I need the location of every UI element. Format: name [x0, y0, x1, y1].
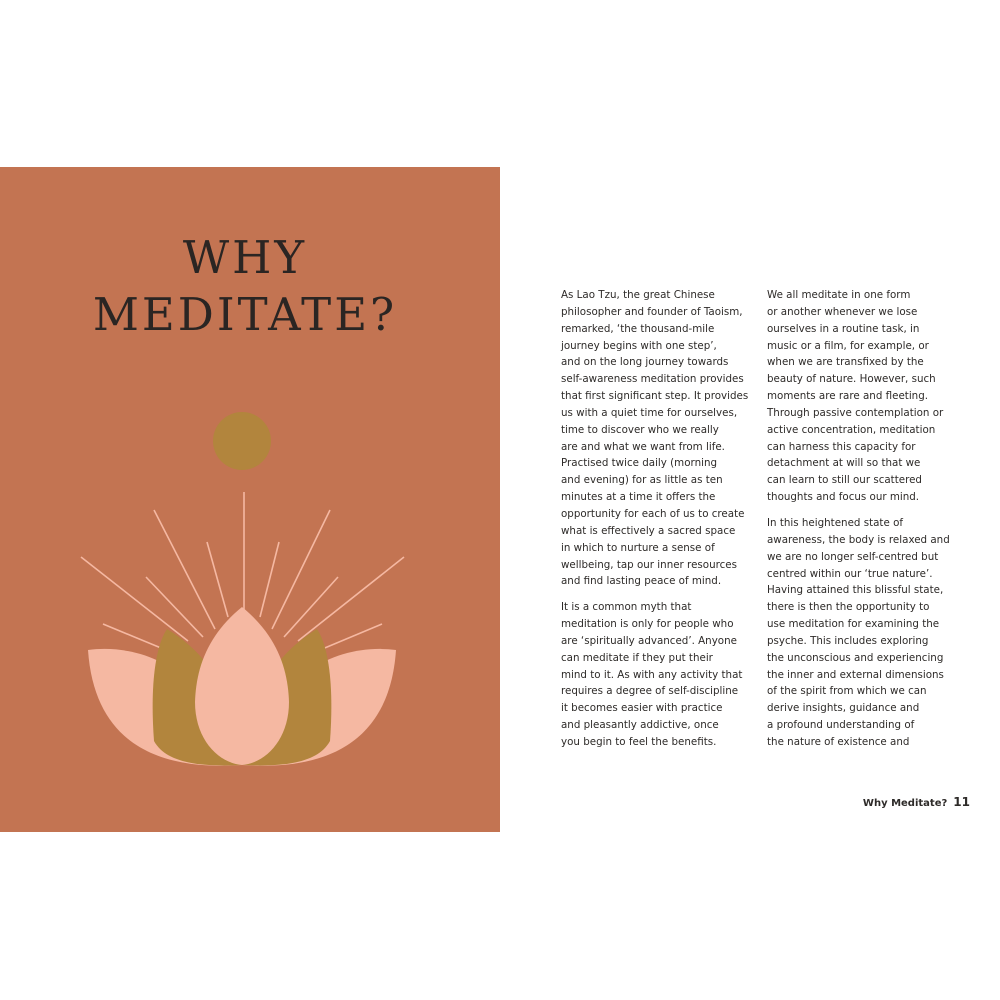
sun-icon	[213, 412, 271, 470]
center-petal	[195, 607, 289, 765]
lotus-illustration	[0, 167, 500, 832]
title-line-1: WHY	[182, 231, 308, 284]
paragraph: In this heightened state of awareness, the body is relaxed and we are no longer self-centred but centred within our ‘true nature’. Having attained this blissful state, there is then the opportunity to use meditation for examining the psyche. This includes exploring the unconscious and experiencing the inner and external dimensions of the spirit from which we can derive insights, guidance and a profound understanding of the nature of existence and	[767, 516, 950, 748]
page-footer	[863, 791, 970, 810]
paragraph: As Lao Tzu, the great Chinese philosopher and founder of Taoism, remarked, ‘the thousand-mile journey begins with one step’, and on the long journey towards self-awareness meditation provides that first significant step. It provides us with a quiet time for ourselves, time to discover who we really are and what we want from life. Practised twice daily (morning and evening) for as little as ten minutes at a time it offers the opportunity for each of us to create what is effectively a sacred space in which to nurture a sense of wellbeing, tap our inner resources and find lasting peace of mind.	[561, 289, 749, 588]
text-column-1	[561, 287, 751, 760]
paragraph: It is a common myth that meditation is only for people who are ‘spiritually advanced’. Anyone can meditate if they put their mind to it. As with any activity that requires a degree of self-discipline it becomes easier with practice and pleasantly addictive, once you begin to feel the benefits.	[561, 601, 743, 748]
right-page	[500, 167, 1000, 832]
title-line-2: MEDITATE?	[92, 288, 398, 341]
text-column-2	[767, 287, 957, 760]
page-number: 11	[953, 795, 970, 809]
paragraph: We all meditate in one form or another whenever we lose ourselves in a routine task, in music or a film, for example, or when we are transfixed by the beauty of nature. However, such moments are rare and fleeting. Through passive contemplation or active concentration, meditation can harness this capacity for detachment at will so that we can learn to still our scattered thoughts and focus our mind.	[767, 289, 944, 504]
left-page	[0, 167, 500, 832]
running-head: Why Meditate?	[862, 798, 948, 809]
